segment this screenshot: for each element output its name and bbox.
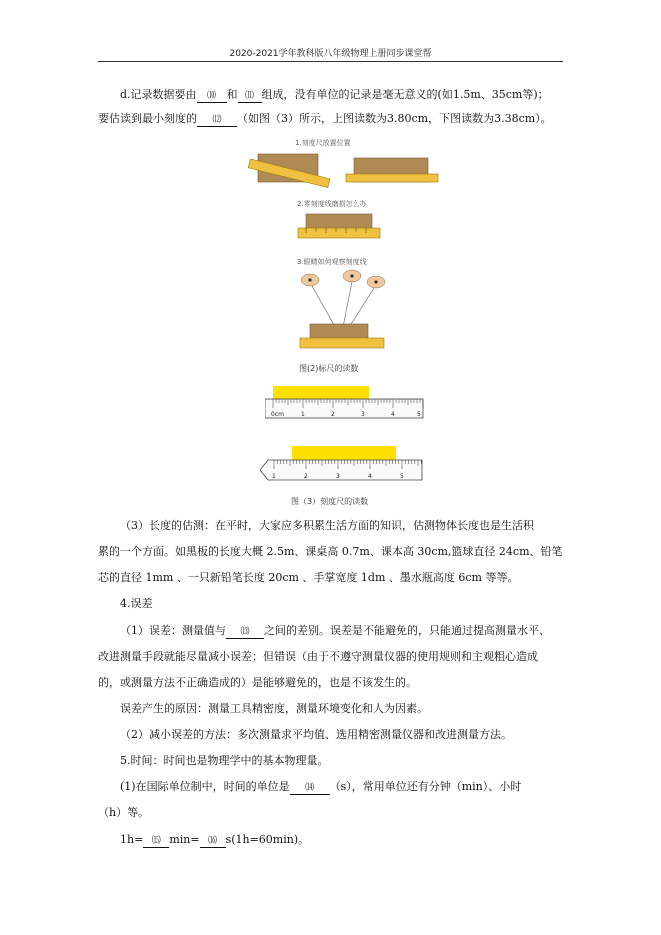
fig3-bottom-tick-2: 2 (304, 473, 308, 480)
fig2-step1: 1.刻度尺放置位置 (295, 139, 351, 147)
section5-title: 5.时间：时间也是物理学中的基本物理量。 (120, 754, 329, 767)
section4-title: 4.误差 (120, 597, 153, 610)
para3-line1: （3）长度的估测：在平时，大家应多积累生活方面的知识，估测物体长度也是生活积 (120, 519, 534, 532)
fig3-bottom-tick-3: 3 (336, 473, 340, 480)
blank-13: ⒀ (226, 626, 264, 639)
fig2-step2-illustration (296, 210, 382, 245)
fig3-top-tick-4: 4 (391, 411, 395, 418)
para-d-line2: 要估读到最小刻度的 ⑿ （如图（3）所示，上图读数为3.80cm，下图读数为3.38cm）。 (98, 112, 552, 125)
page-header: 2020-2021学年教科版八年级物理上册同步课堂帮 (98, 47, 563, 62)
blank-16: ⒃ (200, 835, 226, 848)
fig2-step2: 2.零刻度线磨损怎么办 (297, 200, 367, 208)
fig3-bottom-tick-4: 4 (368, 473, 372, 480)
fig3-ruler-top (265, 384, 425, 424)
blank-14: ⒁ (290, 782, 330, 795)
fig3-top-tick-1: 1 (301, 411, 305, 418)
fig3-bottom-tick-5: 5 (400, 473, 404, 480)
section4-line2: 改进测量手段就能尽量减小误差；但错误（由于不遵守测量仪器的使用规则和主观粗心造成 (98, 650, 538, 663)
section5-line2: （h）等。 (98, 806, 150, 819)
para3-line3: 芯的直径 1mm 、一只新铅笔长度 20cm 、手掌宽度 1dm 、墨水瓶高度 6cm 等等。 (98, 571, 519, 584)
blank-11: ⑾ (238, 90, 262, 103)
fig3-caption: 图（3）刻度尺的读数 (291, 497, 369, 506)
section4-line1: （1）误差：测量值与 ⒀ 之间的差别。误差是不能避免的，只能通过提高测量水平、 (120, 624, 550, 637)
fig2-step3-illustration (296, 268, 388, 356)
blank-10: ⑽ (197, 90, 227, 103)
blank-12: ⑿ (197, 114, 237, 127)
fig3-top-tick-3: 3 (361, 411, 365, 418)
blank-15: ⒂ (143, 835, 169, 848)
fig3-ruler-bottom (260, 446, 425, 486)
section5-line1: (1)在国际单位制中，时间的单位是 ⒁ （s），常用单位还有分钟（min）、小时 (120, 780, 522, 793)
fig2-caption: 图(2)标尺的读数 (299, 364, 359, 373)
fig3-top-tick-0: 0cm (271, 411, 284, 418)
section5-line3: 1h= ⒂ min= ⒃ s(1h=60min)。 (120, 833, 310, 846)
section4-line3: 的，或测量方法不正确造成的）是能够避免的，也是不该发生的。 (98, 676, 417, 689)
fig2-step1-illustration (246, 148, 441, 193)
para-d-line1: d.记录数据要由 ⑽ 和 ⑾ 组成，没有单位的记录是毫无意义的(如1.5m、35cm等)； (120, 88, 549, 101)
section4-line4: 误差产生的原因：测量工具精密度，测量环境变化和人为因素。 (120, 702, 428, 715)
fig3-top-tick-2: 2 (331, 411, 335, 418)
fig3-bottom-tick-1: 1 (272, 473, 276, 480)
section4-line5: （2）减小误差的方法：多次测量求平均值、选用精密测量仪器和改进测量方法。 (120, 728, 512, 741)
fig3-top-tick-5: 5 (417, 411, 421, 418)
para3-line2: 累的一个方面。如黑板的长度大概 2.5m、课桌高 0.7m、课本高 30cm,篮球直径 24cm、铅笔 (98, 545, 563, 558)
fig2-step3: 3.眼睛如何观察刻度线 (297, 258, 367, 266)
